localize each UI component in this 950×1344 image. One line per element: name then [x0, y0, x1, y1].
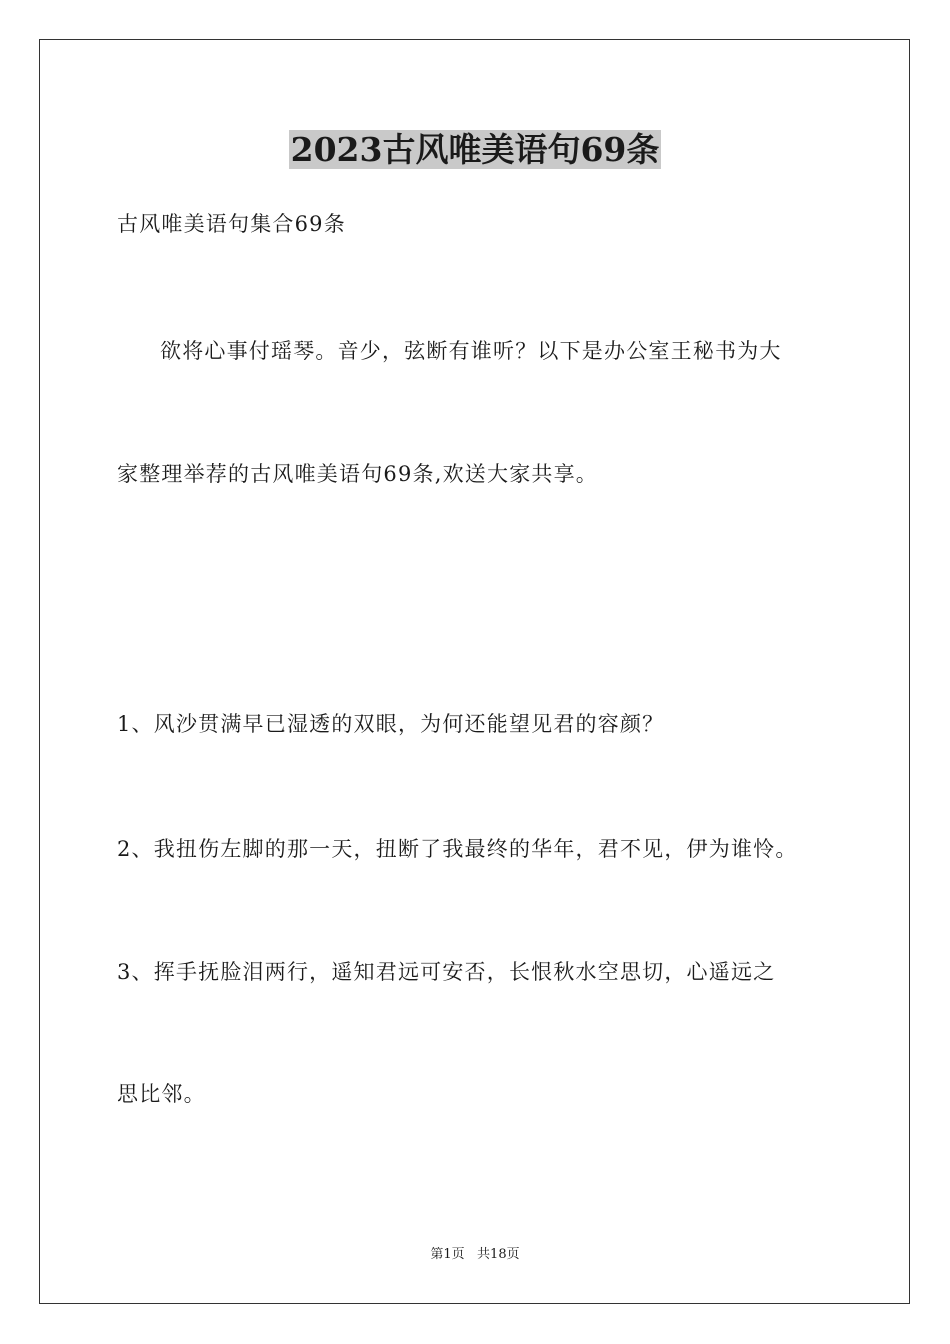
quote-item-1: 1、风沙贯满早已湿透的双眼，为何还能望见君的容颜？	[117, 712, 665, 736]
quote-item-3-line-1: 3、挥手抚脸泪两行，遥知君远可安否，长恨秋水空思切，心遥远之	[117, 960, 776, 984]
document-title-text: 2023古风唯美语句69条	[290, 130, 660, 169]
quote-item-2: 2、我扭伤左脚的那一天，扭断了我最终的华年，君不见，伊为谁怜。	[117, 837, 798, 861]
intro-paragraph-line-2: 家整理举荐的古风唯美语句69条,欢送大家共享。	[117, 462, 598, 486]
page-number-footer: 第1页 共18页	[430, 1247, 520, 1262]
intro-paragraph-line-1: 欲将心事付瑶琴。音少，弦断有谁听？以下是办公室王秘书为大	[160, 339, 782, 363]
document-subtitle: 古风唯美语句集合69条	[117, 212, 346, 236]
document-title	[0, 128, 950, 172]
quote-item-3-line-2: 思比邻。	[117, 1082, 206, 1106]
